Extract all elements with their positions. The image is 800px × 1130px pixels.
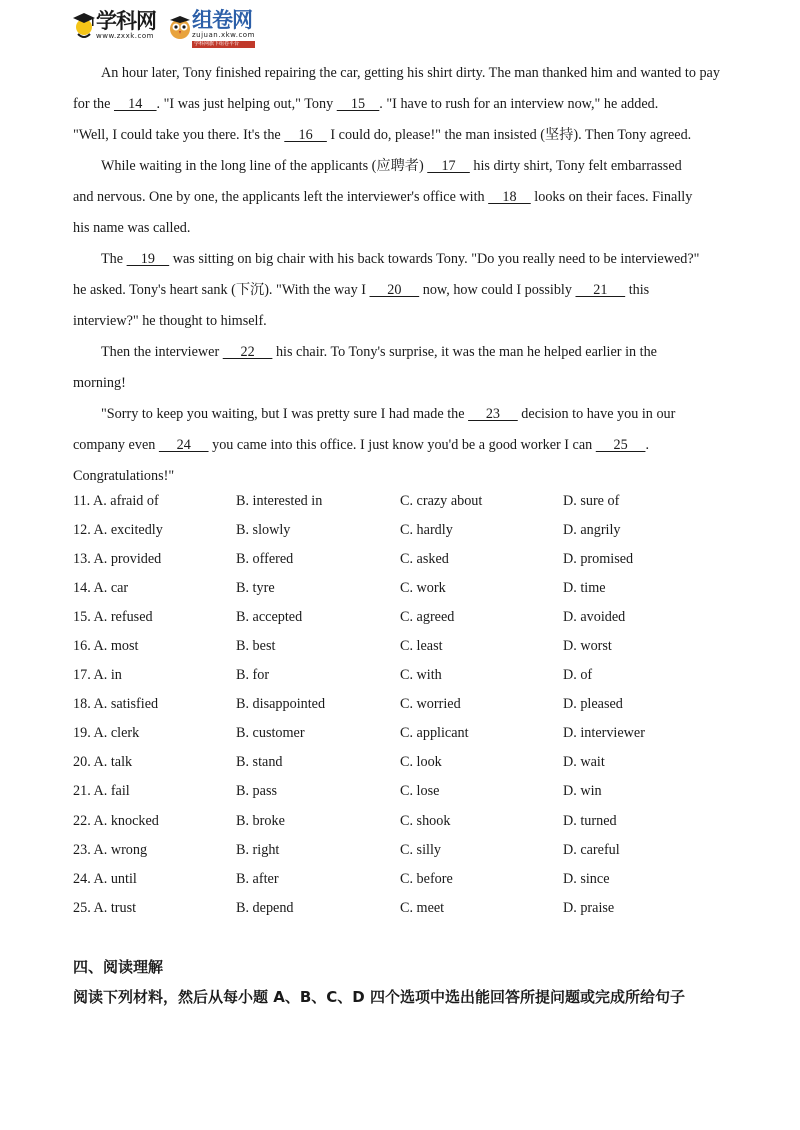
option-row [73, 836, 733, 865]
option-c[interactable]: C. agreed [400, 609, 455, 626]
option-b[interactable]: B. offered [236, 551, 294, 568]
option-b[interactable]: B. slowly [236, 522, 291, 539]
blank-18[interactable]: 18 [488, 189, 531, 205]
text: Then the interviewer [101, 344, 223, 360]
option-c[interactable]: C. silly [400, 841, 441, 858]
option-row [73, 661, 733, 690]
option-row [73, 807, 733, 836]
option-c[interactable]: C. meet [400, 899, 445, 916]
option-d[interactable]: D. sure of [563, 493, 620, 509]
option-d[interactable]: D. careful [563, 841, 620, 858]
blank-14[interactable]: 14 [113, 96, 157, 112]
option-d[interactable]: D. since [563, 870, 610, 887]
passage-line [73, 368, 723, 399]
option-a[interactable]: 12. A. excitedly [73, 522, 163, 539]
option-d[interactable]: D. promised [563, 551, 634, 568]
option-row [73, 603, 733, 632]
zujuan-logo-title: 组卷网 [192, 8, 252, 32]
option-b[interactable]: B. depend [236, 899, 294, 916]
option-row [73, 894, 733, 923]
text: decision to have you in our [517, 406, 676, 422]
option-c[interactable]: C. least [400, 638, 443, 655]
header [72, 10, 255, 48]
option-row [73, 574, 733, 603]
text: was sitting on big chair with his back towards Tony. "Do you really need to be interviewed?" [169, 251, 700, 267]
passage-line [73, 306, 723, 337]
option-a[interactable]: 13. A. provided [73, 551, 162, 568]
zxxk-logo-url: www.zxxk.com [96, 31, 154, 40]
option-d[interactable]: D. interviewer [563, 725, 645, 742]
blank-21[interactable]: 21 [575, 282, 626, 298]
text: While waiting in the long line of the applicants (应聘者) [101, 158, 428, 174]
option-b[interactable]: B. best [236, 638, 276, 655]
passage-line [73, 337, 723, 368]
passage-line [73, 58, 723, 89]
text: his name was called. [73, 220, 191, 236]
option-b[interactable]: B. right [236, 841, 280, 858]
text: . "I was just helping out," Tony [156, 96, 337, 112]
option-a[interactable]: 23. A. wrong [73, 841, 148, 858]
option-row [73, 748, 733, 777]
blank-20[interactable]: 20 [369, 282, 420, 298]
passage-line [73, 120, 723, 151]
passage-line [73, 399, 723, 430]
text: now, how could I possibly [419, 282, 576, 298]
zujuan-logo[interactable] [168, 10, 255, 48]
option-b[interactable]: B. for [236, 667, 270, 684]
options-list [73, 487, 733, 923]
option-d[interactable]: D. time [563, 580, 606, 597]
section-instruction: 阅读下列材料，然后从每小题 A、B、C、D 四个选项中选出能回答所提问题或完成所给句子 [73, 988, 685, 1006]
option-a[interactable]: 17. A. in [73, 667, 122, 684]
zujuan-logo-tag: 学科网旗下组卷平台 [192, 41, 255, 48]
option-a[interactable]: 15. A. refused [73, 609, 153, 626]
text: and nervous. One by one, the applicants left the interviewer's office with [73, 189, 489, 205]
owl-icon [168, 14, 192, 44]
passage-line [73, 430, 723, 461]
blank-23[interactable]: 23 [468, 406, 518, 422]
option-row [73, 865, 733, 894]
text: I could do, please!" the man insisted (坚持). Then Tony agreed. [326, 127, 692, 143]
text: . "I have to rush for an interview now," he added. [379, 96, 659, 112]
option-a[interactable]: 16. A. most [73, 638, 139, 655]
option-a[interactable]: 19. A. clerk [73, 725, 140, 742]
option-d[interactable]: D. praise [563, 899, 615, 916]
passage-line [73, 275, 723, 306]
graduate-cap-icon [72, 10, 96, 40]
option-d[interactable]: D. turned [563, 812, 617, 829]
passage-line [73, 151, 723, 182]
option-c[interactable]: C. applicant [400, 725, 469, 742]
option-c[interactable]: C. look [400, 754, 442, 771]
option-d[interactable]: D. pleased [563, 696, 623, 713]
passage-line [73, 244, 723, 275]
option-b[interactable]: B. stand [236, 754, 283, 771]
option-d[interactable]: D. avoided [563, 609, 626, 626]
option-c[interactable]: C. lose [400, 783, 440, 800]
option-c[interactable]: C. hardly [400, 522, 453, 539]
option-b[interactable]: B. accepted [236, 609, 303, 626]
option-c[interactable]: C. asked [400, 551, 449, 568]
passage-line [73, 182, 723, 213]
option-a[interactable]: 11. A. afraid of [73, 493, 159, 509]
blank-25[interactable]: 25 [595, 437, 646, 453]
option-a[interactable]: 18. A. satisfied [73, 696, 159, 713]
text: looks on their faces. Finally [530, 189, 693, 205]
option-d[interactable]: D. win [563, 783, 602, 800]
option-b[interactable]: B. broke [236, 812, 285, 829]
blank-22[interactable]: 22 [222, 344, 273, 360]
text: morning! [73, 375, 126, 391]
text: Congratulations!" [73, 468, 175, 484]
option-c[interactable]: C. crazy about [400, 493, 483, 509]
option-c[interactable]: C. work [400, 580, 446, 597]
text: he asked. Tony's heart sank (下沉). "With the way I [73, 282, 370, 298]
zujuan-logo-url: zujuan.xkw.com [192, 31, 255, 39]
option-d[interactable]: D. worst [563, 638, 612, 655]
blank-15[interactable]: 15 [336, 96, 380, 112]
option-b[interactable]: B. tyre [236, 580, 275, 597]
text: "Well, I could take you there. It's the [73, 127, 285, 143]
zxxk-logo[interactable] [72, 10, 156, 40]
text: "Sorry to keep you waiting, but I was pretty sure I had made the [101, 406, 469, 422]
text: interview?" he thought to himself. [73, 313, 267, 329]
text: his dirty shirt, Tony felt embarrassed [469, 158, 682, 174]
option-a[interactable]: 14. A. car [73, 580, 129, 597]
blank-24[interactable]: 24 [158, 437, 209, 453]
text: . [645, 437, 649, 453]
text: this [625, 282, 650, 298]
option-row [73, 516, 733, 545]
option-b[interactable]: B. pass [236, 783, 277, 800]
option-d[interactable]: D. of [563, 667, 593, 684]
option-a[interactable]: 22. A. knocked [73, 812, 159, 829]
option-c[interactable]: C. worried [400, 696, 461, 713]
option-b[interactable]: B. interested in [236, 493, 323, 509]
option-d[interactable]: D. angrily [563, 522, 621, 539]
option-a[interactable]: 20. A. talk [73, 754, 133, 771]
option-row [73, 632, 733, 661]
option-b[interactable]: B. disappointed [236, 696, 326, 713]
text: for the [73, 96, 114, 112]
blank-17[interactable]: 17 [427, 158, 470, 174]
section-title: 四、阅读理解 [73, 958, 164, 976]
option-row [73, 545, 733, 574]
option-row [73, 719, 733, 748]
option-b[interactable]: B. after [236, 870, 279, 887]
text: his chair. To Tony's surprise, it was the man he helped earlier in the [272, 344, 657, 360]
option-c[interactable]: C. with [400, 667, 442, 684]
option-row [73, 487, 733, 516]
text: An hour later, Tony finished repairing the car, getting his shirt dirty. The man thanked him and wanted to pay [101, 65, 720, 81]
option-row [73, 690, 733, 719]
option-c[interactable]: C. shook [400, 812, 451, 829]
text: you came into this office. I just know you'd be a good worker I can [208, 437, 596, 453]
option-c[interactable]: C. before [400, 870, 453, 887]
text: company even [73, 437, 159, 453]
option-a[interactable]: 24. A. until [73, 870, 137, 887]
zxxk-logo-title: 学科网 [96, 8, 156, 33]
option-a[interactable]: 25. A. trust [73, 899, 137, 916]
blank-16[interactable]: 16 [284, 127, 327, 143]
option-a[interactable]: 21. A. fail [73, 783, 130, 800]
passage-line [73, 89, 723, 120]
passage [73, 58, 723, 492]
blank-19[interactable]: 19 [126, 251, 170, 267]
passage-line [73, 213, 723, 244]
option-b[interactable]: B. customer [236, 725, 305, 742]
option-d[interactable]: D. wait [563, 754, 605, 771]
text: The [101, 251, 127, 267]
option-row [73, 777, 733, 806]
